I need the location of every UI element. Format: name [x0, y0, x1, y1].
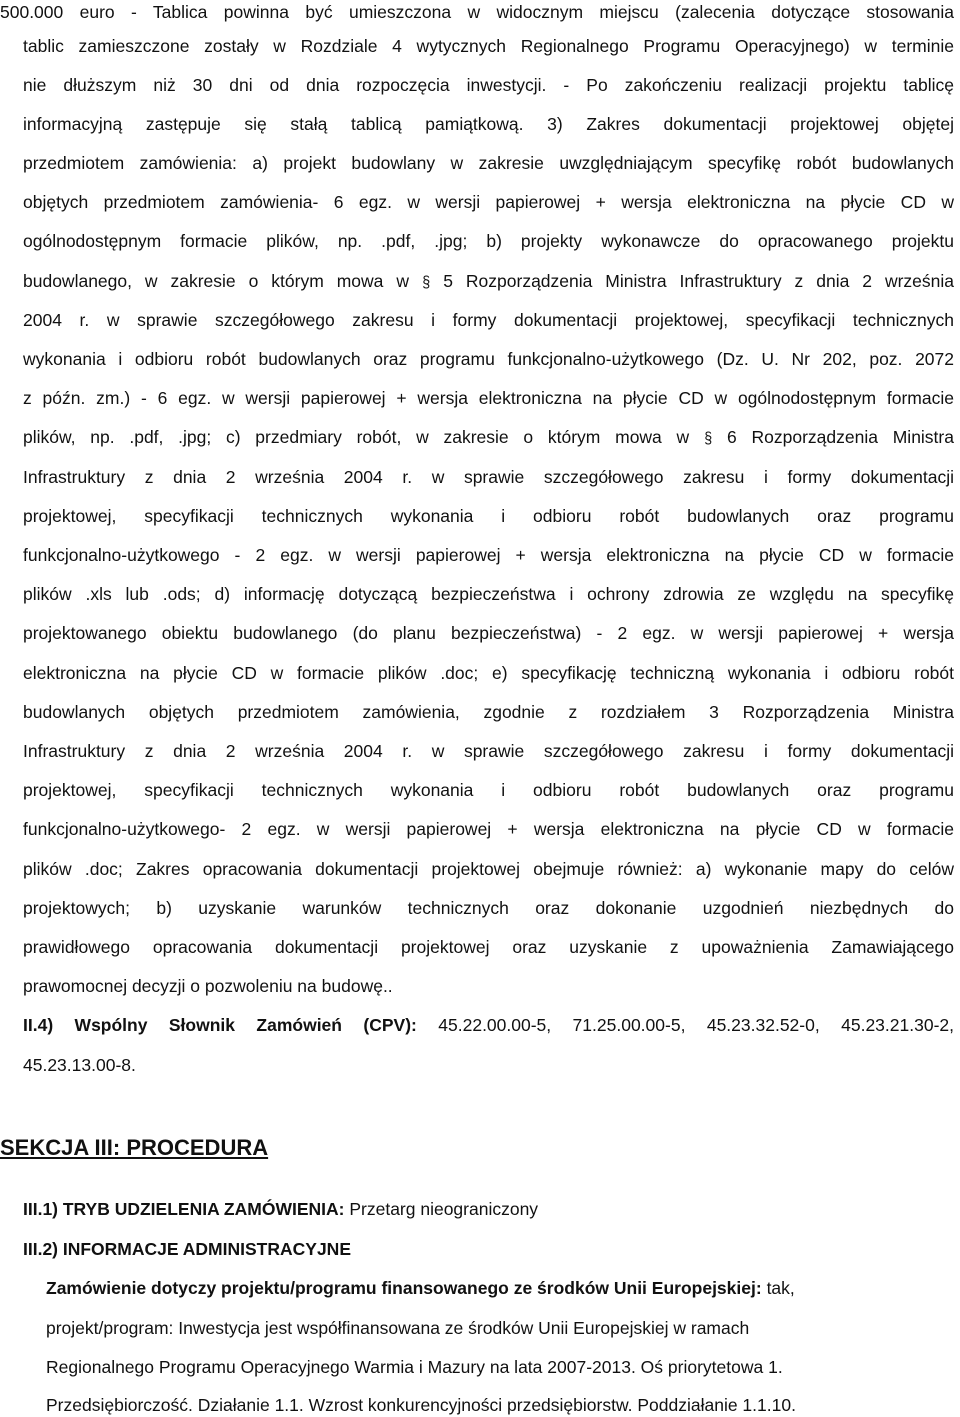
text-line: ogólnodostępnym formacie plików, np. .pdf, .jpg; b) projekty wykonawcze do opracowanego projektu [23, 231, 954, 251]
admin-heading [23, 1237, 954, 1261]
section-sign: § [422, 273, 431, 292]
text-line: Infrastruktury z dnia 2 września 2004 r. w sprawie szczegółowego zakresu i formy dokumentacji [23, 467, 954, 487]
eu-detail-line: Regionalnego Programu Operacyjnego Warmia i Mazury na lata 2007-2013. Oś priorytetowa 1. [46, 1357, 783, 1377]
text-line: projektowej, specyfikacji technicznych wykonania i odbioru robót budowlanych oraz programu [23, 506, 954, 526]
section-sign: § [704, 429, 713, 448]
text-line: przedmiotem zamówienia: a) projekt budowlany w zakresie uwzględniającym specyfikę robót budowlanych [23, 153, 954, 173]
tryb-label: III.1) TRYB UDZIELENIA ZAMÓWIENIA: [23, 1199, 345, 1219]
text-line: prawomocnej decyzji o pozwoleniu na budowę.. [23, 976, 393, 996]
text-segment: 6 Rozporządzenia Ministra [727, 427, 954, 447]
text-line [23, 269, 954, 293]
text-line [23, 425, 954, 449]
tryb-value: Przetarg nieograniczony [349, 1199, 539, 1219]
text-line: budowlanych objętych przedmiotem zamówienia, zgodnie z rozdziałem 3 Rozporządzenia Ministra [23, 702, 954, 722]
admin-heading-text: III.2) INFORMACJE ADMINISTRACYJNE [23, 1239, 351, 1259]
cpv-line [23, 1013, 954, 1037]
text-line: projektowanego obiektu budowlanego (do planu bezpieczeństwa) - 2 egz. w wersji papierowej + wersja [23, 623, 954, 643]
text-line: tablic zamieszczone zostały w Rozdziale 4 wytycznych Regionalnego Programu Operacyjnego) w terminie [23, 36, 954, 56]
text-line: plików .xls lub .ods; d) informację dotyczącą bezpieczeństwa i ochrony zdrowia ze względu na specyfikę [23, 584, 954, 604]
section-title: SEKCJA III: PROCEDURA [0, 1135, 269, 1160]
text-line: funkcjonalno-użytkowego- 2 egz. w wersji papierowej + wersja elektroniczna na płycie CD w formacie [23, 819, 954, 839]
text-segment: budowlanego, w zakresie o którym mowa w [23, 271, 409, 291]
eu-value: tak, [766, 1278, 795, 1298]
tryb-line [23, 1197, 954, 1221]
eu-detail-line: Przedsiębiorczość. Działanie 1.1. Wzrost konkurencyjności przedsiębiorstw. Poddziałanie 1.1.10. [46, 1395, 796, 1415]
text-line: 2004 r. w sprawie szczegółowego zakresu i formy dokumentacji projektowej, specyfikacji technicznych [23, 310, 954, 330]
text-segment: 5 Rozporządzenia Ministra Infrastruktury z dnia 2 września [443, 271, 954, 291]
text-line: funkcjonalno-użytkowego - 2 egz. w wersji papierowej + wersja elektroniczna na płycie CD w formacie [23, 545, 954, 565]
eu-detail-line: projekt/program: Inwestycja jest współfinansowana ze środków Unii Europejskiej w ramach [46, 1318, 750, 1338]
text-line: projektowej, specyfikacji technicznych wykonania i odbioru robót budowlanych oraz programu [23, 780, 954, 800]
text-line: 500.000 euro - Tablica powinna być umieszczona w widocznym miejscu (zalecenia dotyczące stosowania [0, 2, 954, 22]
text-segment: plików, np. .pdf, .jpg; c) przedmiary robót, w zakresie o którym mowa w [23, 427, 690, 447]
text-line: Infrastruktury z dnia 2 września 2004 r. w sprawie szczegółowego zakresu i formy dokumentacji [23, 741, 954, 761]
text-line: wykonania i odbioru robót budowlanych oraz programu funkcjonalno-użytkowego (Dz. U. Nr 202, poz. 2072 [23, 349, 954, 369]
text-line: informacyjną zastępuje się stałą tablicą pamiątkową. 3) Zakres dokumentacji projektowej objętej [23, 114, 954, 134]
text-line: elektroniczna na płycie CD w formacie plików .doc; e) specyfikację techniczną wykonania i odbioru robót [23, 663, 954, 683]
eu-label: Zamówienie dotyczy projektu/programu finansowanego ze środków Unii Europejskiej: [46, 1278, 762, 1298]
text-line: nie dłuższym niż 30 dni od dnia rozpoczęcia inwestycji. - Po zakończeniu realizacji projektu tablicę [23, 75, 954, 95]
text-line: plików .doc; Zakres opracowania dokumentacji projektowej obejmuje również: a) wykonanie mapy do celów [23, 859, 954, 879]
eu-line [46, 1276, 888, 1300]
cpv-label: II.4) Wspólny Słownik Zamówień (CPV): [23, 1015, 417, 1035]
cpv-value: 45.22.00.00-5, 71.25.00.00-5, 45.23.32.52-0, 45.23.21.30-2, [438, 1015, 954, 1035]
text-line: prawidłowego opracowania dokumentacji projektowej oraz uzyskanie z upoważnienia Zamawiającego [23, 937, 954, 957]
text-line: projektowych; b) uzyskanie warunków technicznych oraz dokonanie uzgodnień niezbędnych do [23, 898, 954, 918]
cpv-line-2: 45.23.13.00-8. [23, 1055, 136, 1075]
text-line: z późn. zm.) - 6 egz. w wersji papierowej + wersja elektroniczna na płycie CD w ogólnodostępnym formacie [23, 388, 954, 408]
text-line: objętych przedmiotem zamówienia- 6 egz. w wersji papierowej + wersja elektroniczna na płycie CD w [23, 192, 954, 212]
